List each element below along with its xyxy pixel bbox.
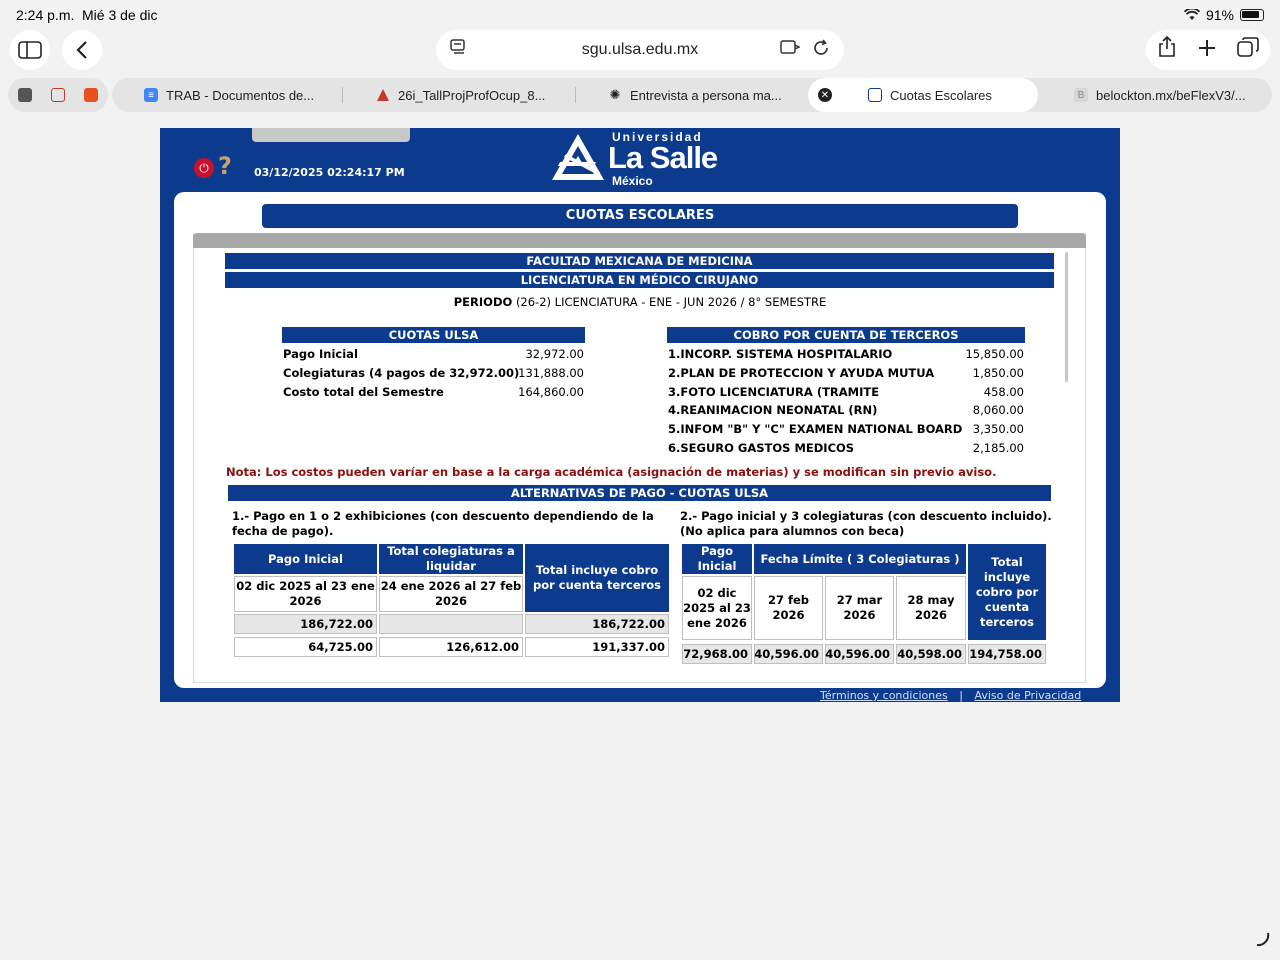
opt2-date-cell: 27 mar 2026 xyxy=(825,576,894,640)
footer-links xyxy=(820,689,1081,702)
tercero-value: 458.00 xyxy=(983,385,1024,399)
tercero-value: 15,850.00 xyxy=(965,347,1024,361)
la-salle-emblem-icon xyxy=(550,132,606,184)
tercero-label: 1.INCORP. SISTEMA HOSPITALARIO xyxy=(668,347,893,361)
opt2-value-cell: 72,968.00 xyxy=(682,644,752,664)
tercero-value: 1,850.00 xyxy=(972,366,1024,380)
sidebar-icon xyxy=(18,41,42,59)
cuotas-ulsa-header: CUOTAS ULSA xyxy=(282,327,585,343)
privacy-link[interactable]: Aviso de Privacidad xyxy=(974,689,1082,702)
tab-trab-documentos[interactable] xyxy=(144,78,314,112)
terms-link[interactable]: Términos y condiciones xyxy=(820,689,948,702)
wifi-icon xyxy=(1184,9,1200,21)
sidebar-toggle-button[interactable] xyxy=(10,30,50,70)
share-icon[interactable] xyxy=(1157,36,1177,64)
tab-label: 26i_TallProjProfOcup_8... xyxy=(398,87,546,103)
faculty-bar: FACULTAD MEXICANA DE MEDICINA xyxy=(225,253,1054,269)
tab-bar xyxy=(0,78,1280,112)
opt1-value-cell: 191,337.00 xyxy=(525,637,669,657)
session-datetime: 03/12/2025 02:24:17 PM xyxy=(254,166,405,179)
ulsa-icon xyxy=(868,88,882,102)
tab-label: TRAB - Documentos de... xyxy=(166,87,315,103)
opt1-value-cell: 64,725.00 xyxy=(234,637,377,657)
canvas-icon xyxy=(376,88,390,102)
main-panel xyxy=(174,192,1106,688)
la-salle-logo xyxy=(550,128,730,190)
tab-label: Cuotas Escolares xyxy=(890,87,992,103)
opt1-header-pago-inicial: Pago Inicial xyxy=(233,543,378,575)
tercero-label: 6.SEGURO GASTOS MEDICOS xyxy=(668,441,855,455)
logo-la-salle: La Salle xyxy=(608,140,718,175)
cuota-label: Pago Inicial xyxy=(283,347,358,361)
tab-label: belockton.mx/beFlexV3/... xyxy=(1096,87,1246,103)
tab-separator xyxy=(575,87,576,103)
opt2-date-cell: 02 dic 2025 al 23 ene 2026 xyxy=(682,576,752,640)
opt1-value-cell: 126,612.00 xyxy=(379,637,523,657)
reader-icon[interactable] xyxy=(780,39,800,60)
new-tab-icon[interactable] xyxy=(1198,37,1216,63)
terceros-header: COBRO POR CUENTA DE TERCEROS xyxy=(667,327,1025,343)
browser-toolbar xyxy=(0,30,1280,74)
tab-tallprojprof[interactable] xyxy=(376,78,545,112)
pinned-tab-2-icon[interactable] xyxy=(51,88,65,102)
tab-label: Entrevista a persona ma... xyxy=(630,87,782,103)
note-text: Nota: Los costos pueden varíar en base a la carga académica (asignación de materias) y se modifican sin previo aviso. xyxy=(226,465,997,479)
pinned-tabs xyxy=(8,78,108,112)
opt1-value-cell: 186,722.00 xyxy=(525,614,669,634)
cuota-value: 131,888.00 xyxy=(518,366,584,380)
tercero-label: 3.FOTO LICENCIATURA (TRAMITE xyxy=(668,385,880,399)
tercero-value: 3,350.00 xyxy=(972,422,1024,436)
tercero-value: 8,060.00 xyxy=(972,403,1024,417)
tercero-label: 5.INFOM "B" Y "C" EXAMEN NATIONAL BOARD xyxy=(668,422,963,436)
opt2-value-cell: 40,596.00 xyxy=(825,644,894,664)
opt2-value-cell: 194,758.00 xyxy=(968,644,1046,664)
exit-icon[interactable]: ⏻ xyxy=(194,158,214,178)
option-1-description: 1.- Pago en 1 o 2 exhibiciones (con descuento dependiendo de la fecha de pago). xyxy=(232,509,654,538)
chevron-left-icon xyxy=(76,40,88,60)
period-value: (26-2) LICENCIATURA - ENE - JUN 2026 / 8° SEMESTRE xyxy=(515,295,827,309)
docs-icon: ≡ xyxy=(144,88,158,102)
tab-separator xyxy=(342,87,343,103)
status-date: Mié 3 de dic xyxy=(82,7,158,23)
period-line xyxy=(174,295,1106,309)
back-button[interactable] xyxy=(62,30,102,70)
inner-box-header xyxy=(193,233,1086,248)
logo-mexico: México xyxy=(612,174,653,188)
option-2-description: 2.- Pago inicial y 3 colegiaturas (con descuento incluido). (No aplica para alumnos con beca) xyxy=(680,509,1052,538)
logo-universidad: Universidad xyxy=(612,130,703,144)
loading-indicator-icon xyxy=(1254,931,1270,952)
tercero-label: 4.REANIMACION NEONATAL (RN) xyxy=(668,403,878,417)
period-label: PERIODO xyxy=(453,295,513,309)
tercero-value: 2,185.00 xyxy=(972,441,1024,455)
status-time: 2:24 p.m. xyxy=(16,7,75,23)
status-bar xyxy=(0,0,1280,30)
tab-overview-icon[interactable] xyxy=(1237,37,1259,63)
alternativas-header: ALTERNATIVAS DE PAGO - CUOTAS ULSA xyxy=(228,485,1051,501)
opt1-value-cell: 186,722.00 xyxy=(234,614,377,634)
url-text: sgu.ulsa.edu.mx xyxy=(581,41,699,58)
opt1-value-cell xyxy=(379,614,523,634)
opt2-value-cell: 40,596.00 xyxy=(754,644,823,664)
opt2-header-pago-inicial: Pago Inicial xyxy=(681,543,753,575)
pinned-tab-3-icon[interactable] xyxy=(84,88,98,102)
opt2-value-cell: 40,598.00 xyxy=(896,644,966,664)
tercero-label: 2.PLAN DE PROTECCION Y AYUDA MUTUA xyxy=(668,366,935,380)
cuota-label: Colegiaturas (4 pagos de 32,972.00) xyxy=(283,366,520,380)
opt1-header-colegiaturas: Total colegiaturas a liquidar xyxy=(378,543,524,575)
opt1-header-total: Total incluye cobro por cuenta terceros xyxy=(524,543,670,613)
opt2-header-fecha-limite: Fecha Límite ( 3 Colegiaturas ) xyxy=(753,543,967,575)
tab-belockton[interactable] xyxy=(1074,78,1246,112)
battery-icon xyxy=(1240,9,1264,21)
opt1-date-cell: 02 dic 2025 al 23 ene 2026 xyxy=(234,576,377,612)
b-icon: B xyxy=(1074,88,1088,102)
address-bar[interactable] xyxy=(436,30,844,70)
page-content xyxy=(160,128,1120,702)
opt1-date-cell: 24 ene 2026 al 27 feb 2026 xyxy=(379,576,523,612)
opt2-header-total: Total incluye cobro por cuenta terceros xyxy=(967,543,1047,641)
toolbar-actions xyxy=(1146,30,1270,70)
opt2-date-cell: 28 may 2026 xyxy=(896,576,966,640)
scrollbar[interactable] xyxy=(1065,252,1068,382)
chatgpt-icon: ✺ xyxy=(609,87,621,102)
tab-entrevista[interactable] xyxy=(608,78,782,112)
tab-cuotas-escolares[interactable] xyxy=(808,78,1038,112)
tab-strip xyxy=(112,78,1272,112)
footer-separator: | xyxy=(959,689,963,702)
pinned-tab-1-icon[interactable] xyxy=(18,88,32,102)
opt2-date-cell: 27 feb 2026 xyxy=(754,576,823,640)
help-icon[interactable]: ? xyxy=(218,152,232,180)
close-tab-icon[interactable]: ✕ xyxy=(818,88,832,102)
cuota-value: 164,860.00 xyxy=(518,385,584,399)
header-tab xyxy=(252,128,410,142)
page-title: CUOTAS ESCOLARES xyxy=(262,204,1018,228)
reload-icon[interactable] xyxy=(812,39,830,62)
cuota-label: Costo total del Semestre xyxy=(283,385,444,399)
status-right xyxy=(1184,7,1264,23)
program-bar: LICENCIATURA EN MÉDICO CIRUJANO xyxy=(225,272,1054,288)
battery-percent: 91% xyxy=(1205,7,1234,23)
cuota-value: 32,972.00 xyxy=(525,347,584,361)
